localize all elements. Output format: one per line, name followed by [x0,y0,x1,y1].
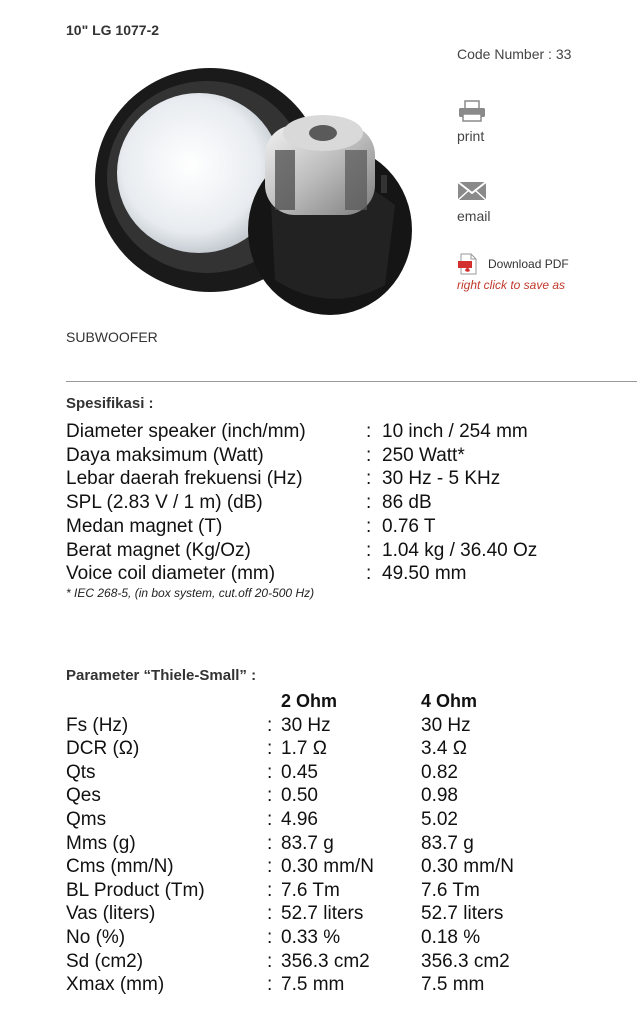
param-value-4-ohm: 5.02 [421,808,458,830]
email-label: email [457,208,491,224]
param-value-4-ohm: 3.4 Ω [421,738,467,760]
param-label: Vas (liters) [66,903,156,925]
param-value-2-ohm: 0.30 mm/N [281,856,374,878]
param-value-2-ohm: 0.33 % [281,926,341,948]
param-value-2-ohm: 1.7 Ω [281,738,327,760]
param-value-4-ohm: 0.82 [421,761,458,783]
spec-separator: : [366,492,372,514]
param-value-2-ohm: 83.7 g [281,832,334,854]
spec-footnote: * IEC 268-5, (in box system, cut.off 20-500 Hz) [66,586,315,600]
printer-icon [457,100,487,122]
spec-label: Daya maksimum (Watt) [66,444,264,466]
spec-label: Lebar daerah frekuensi (Hz) [66,468,303,490]
header-2-ohm: 2 Ohm [281,691,338,711]
param-separator: : [267,903,273,925]
spec-section-title: Spesifikasi : [66,395,154,412]
thiele-small-row [66,902,566,926]
param-separator: : [267,950,273,972]
header-4-ohm: 4 Ohm [421,691,478,711]
param-label: BL Product (Tm) [66,879,205,901]
param-value-2-ohm: 356.3 cm2 [281,950,370,972]
spec-separator: : [366,563,372,585]
envelope-icon [457,180,487,202]
param-separator: : [267,714,273,736]
spec-label: Diameter speaker (inch/mm) [66,421,306,442]
param-value-2-ohm: 4.96 [281,808,318,830]
param-value-2-ohm: 30 Hz [281,714,331,736]
param-value-4-ohm: 7.5 mm [421,974,485,996]
param-separator: : [267,832,273,854]
param-separator: : [267,785,273,807]
download-pdf-link[interactable] [457,253,569,275]
param-value-2-ohm: 0.45 [281,761,318,783]
param-label: No (%) [66,926,126,948]
spec-value: 49.50 mm [382,563,467,585]
param-value-4-ohm: 0.98 [421,785,458,807]
param-separator: : [267,926,273,948]
thiele-small-row [66,879,566,903]
thiele-small-row [66,950,566,974]
param-label: DCR (Ω) [66,738,140,760]
thiele-small-row [66,855,566,879]
param-value-4-ohm: 356.3 cm2 [421,950,510,972]
spec-separator: : [366,515,372,537]
spec-separator: : [366,539,372,561]
spec-label: SPL (2.83 V / 1 m) (dB) [66,492,263,514]
param-value-4-ohm: 0.30 mm/N [421,856,514,878]
code-number: Code Number : 33 [457,46,572,62]
thiele-small-row [66,808,566,832]
header-empty [66,690,267,714]
pdf-hint: right click to save as [457,278,566,292]
spec-label: Berat magnet (Kg/Oz) [66,539,251,561]
param-value-2-ohm: 52.7 liters [281,903,364,925]
param-separator: : [267,974,273,996]
spec-label: Voice coil diameter (mm) [66,563,276,585]
thiele-small-row [66,973,566,997]
thiele-small-header-row [66,690,566,714]
print-button[interactable] [457,100,487,144]
spec-separator: : [366,444,372,466]
product-title: 10" LG 1077-2 [66,22,160,38]
spec-row [66,562,626,586]
param-separator: : [267,761,273,783]
thiele-small-row [66,784,566,808]
email-button[interactable] [457,180,490,224]
download-pdf-label: Download PDF [488,257,569,271]
spec-value: 0.76 T [382,515,436,537]
spec-row [66,444,626,468]
thiele-small-row [66,714,566,738]
spec-separator: : [366,468,372,490]
spec-value: 1.04 kg / 36.40 Oz [382,539,538,561]
param-value-4-ohm: 83.7 g [421,832,474,854]
thiele-small-row [66,761,566,785]
spec-value: 10 inch / 254 mm [382,421,528,442]
thiele-small-row [66,737,566,761]
divider [66,381,637,382]
param-value-2-ohm: 0.50 [281,785,318,807]
param-label: Mms (g) [66,832,136,854]
param-value-2-ohm: 7.6 Tm [281,879,340,901]
spec-value: 250 Watt* [382,444,465,466]
print-label: print [457,128,485,144]
param-value-4-ohm: 7.6 Tm [421,879,480,901]
param-label: Cms (mm/N) [66,856,174,878]
subwoofer-image [95,55,415,315]
spec-row [66,420,626,444]
param-separator: : [267,856,273,878]
thiele-small-table [66,690,566,997]
spec-table [66,420,626,586]
param-value-4-ohm: 30 Hz [421,714,471,736]
param-separator: : [267,808,273,830]
spec-value: 86 dB [382,492,432,514]
thiele-small-title: Parameter “Thiele-Small” : [66,667,257,684]
spec-row [66,491,626,515]
spec-value: 30 Hz - 5 KHz [382,468,501,490]
pdf-icon [457,253,479,275]
pdf-download [457,253,569,292]
param-label: Fs (Hz) [66,714,129,736]
param-separator: : [267,738,273,760]
param-separator: : [267,879,273,901]
param-value-2-ohm: 7.5 mm [281,974,345,996]
param-label: Qms [66,808,107,830]
product-category: SUBWOOFER [66,329,158,345]
param-label: Sd (cm2) [66,950,144,972]
param-label: Xmax (mm) [66,974,165,996]
thiele-small-row [66,926,566,950]
thiele-small-row [66,832,566,856]
header-sep [267,690,281,714]
spec-row [66,467,626,491]
param-label: Qes [66,785,101,807]
spec-separator: : [366,421,372,442]
spec-row [66,539,626,563]
spec-row [66,515,626,539]
param-label: Qts [66,761,96,783]
param-value-4-ohm: 0.18 % [421,926,481,948]
param-value-4-ohm: 52.7 liters [421,903,504,925]
spec-label: Medan magnet (T) [66,515,223,537]
